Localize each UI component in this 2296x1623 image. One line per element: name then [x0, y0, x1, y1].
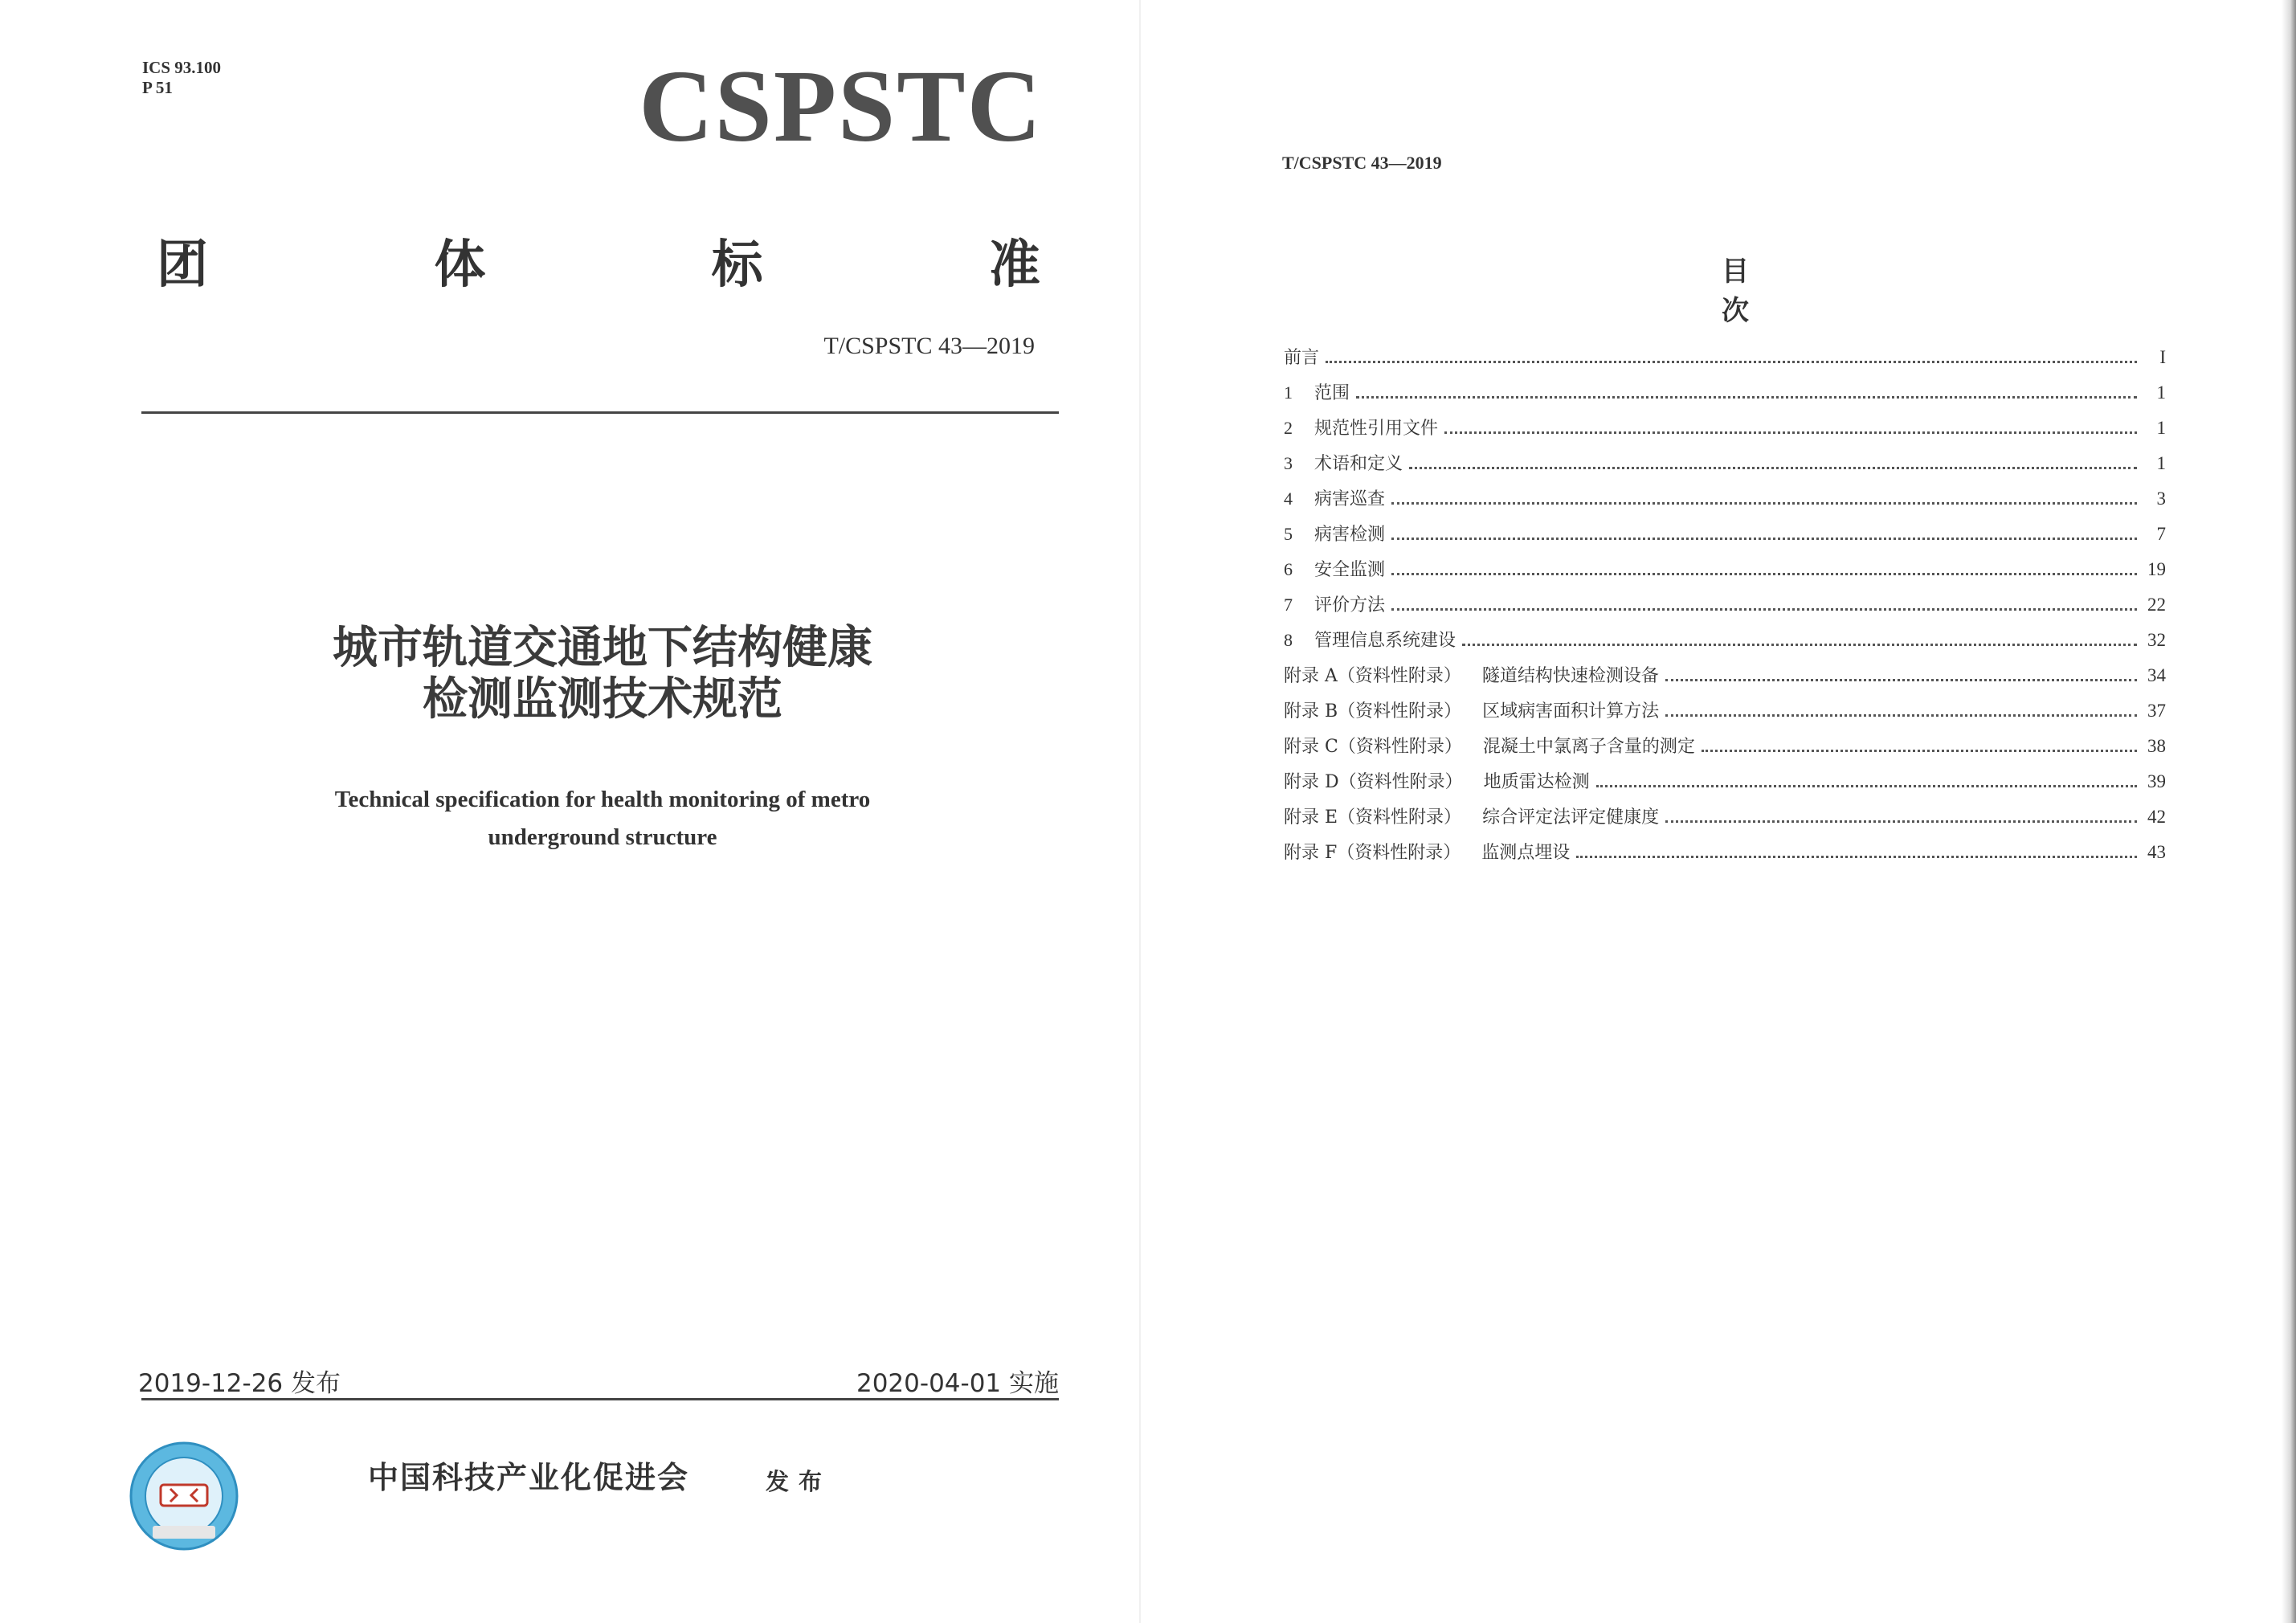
toc-entry-label: 评价方法 — [1314, 595, 1386, 615]
cover-page — [0, 0, 1141, 1623]
toc-entry-page: 1 — [2156, 418, 2166, 438]
leader-dots — [1665, 820, 2137, 823]
toc-entry[interactable] — [1284, 803, 2166, 839]
toc-entry-number: 8 — [1284, 630, 1293, 650]
toc-entry-page: 39 — [2147, 771, 2166, 791]
table-of-contents — [1284, 344, 2166, 874]
leader-dots — [1462, 644, 2137, 646]
leader-dots — [1702, 750, 2137, 752]
leader-dots — [1576, 856, 2137, 858]
toc-entry-page: 43 — [2147, 842, 2166, 862]
toc-entry-page: 42 — [2147, 807, 2166, 827]
leader-dots — [1391, 538, 2137, 540]
toc-entry[interactable] — [1284, 344, 2166, 379]
english-title — [241, 781, 964, 856]
toc-entry-label: 规范性引用文件 — [1314, 419, 1439, 439]
leader-dots — [1665, 714, 2137, 717]
leader-dots — [1665, 679, 2137, 681]
toc-entry-number: 2 — [1284, 418, 1293, 438]
leader-dots — [1409, 467, 2137, 469]
toc-appendix-tag: 附录 A（资料性附录） — [1284, 666, 1461, 686]
toc-entry[interactable] — [1284, 627, 2166, 662]
leader-dots — [1326, 361, 2137, 363]
toc-entry-number: 4 — [1284, 489, 1293, 509]
toc-entry-page: 1 — [2156, 453, 2166, 473]
publish-verb: 发布 — [766, 1468, 832, 1495]
english-title-line: Technical specification for health monitoring of metro — [334, 787, 871, 812]
toc-entry-label: 前言 — [1284, 348, 1320, 368]
toc-entry-number: 1 — [1284, 382, 1293, 403]
toc-entry[interactable] — [1284, 839, 2166, 874]
toc-appendix-tag: 附录 D（资料性附录） — [1284, 772, 1463, 792]
bottom-divider — [141, 1398, 1059, 1400]
standard-type-char: 团 — [157, 235, 208, 295]
toc-appendix-tag: 附录 B（资料性附录） — [1284, 701, 1462, 722]
toc-title: 目次 — [1722, 256, 1810, 327]
toc-entry-label: 区域病害面积计算方法 — [1482, 701, 1660, 722]
toc-entry-label: 地质雷达检测 — [1483, 772, 1590, 792]
toc-entry-label: 隧道结构快速检测设备 — [1481, 666, 1659, 686]
leader-dots — [1356, 396, 2137, 399]
toc-entry-label: 综合评定法评定健康度 — [1482, 807, 1660, 828]
toc-entry-page: 32 — [2147, 630, 2166, 650]
toc-entry-number: 5 — [1284, 524, 1293, 544]
scan-edge-shadow — [2282, 0, 2296, 1623]
toc-entry[interactable] — [1284, 415, 2166, 450]
top-divider — [141, 411, 1059, 414]
toc-entry-label: 安全监测 — [1314, 560, 1386, 580]
toc-entry[interactable] — [1284, 697, 2166, 733]
classification-block — [142, 58, 221, 98]
toc-entry[interactable] — [1284, 521, 2166, 556]
toc-entry-number: 6 — [1284, 559, 1293, 579]
toc-entry-label: 病害检测 — [1314, 525, 1386, 545]
toc-entry-label: 术语和定义 — [1314, 454, 1403, 474]
leader-dots — [1444, 431, 2137, 434]
standard-type-char: 准 — [988, 235, 1040, 295]
toc-entry-number: 3 — [1284, 453, 1293, 473]
chinese-title-line: 城市轨道交通地下结构健康 — [333, 622, 872, 674]
leader-dots — [1391, 573, 2137, 575]
toc-appendix-tag: 附录 C（资料性附录） — [1284, 737, 1462, 757]
effective-date: 2020-04-01 实施 — [856, 1369, 1059, 1398]
toc-header-code: T/CSPSTC 43—2019 — [1282, 153, 1442, 173]
toc-appendix-tag: 附录 F（资料性附录） — [1284, 843, 1461, 863]
anti-counterfeit-seal-icon — [129, 1441, 239, 1551]
publisher-name: 中国科技产业化促进会 — [368, 1460, 690, 1495]
chinese-title-line: 检测监测技术规范 — [423, 673, 782, 726]
toc-entry-page: I — [2159, 347, 2166, 367]
publish-date: 2019-12-26 发布 — [138, 1369, 341, 1398]
toc-entry-page: 34 — [2147, 665, 2166, 685]
standard-type-char: 体 — [434, 235, 486, 295]
leader-dots — [1596, 785, 2137, 787]
standard-type-char: 标 — [711, 235, 763, 295]
toc-entry-label: 混凝土中氯离子含量的测定 — [1482, 737, 1695, 757]
document-code: T/CSPSTC 43—2019 — [823, 333, 1035, 359]
toc-entry[interactable] — [1284, 556, 2166, 591]
toc-entry-label: 范围 — [1314, 383, 1350, 403]
toc-entry-page: 19 — [2147, 559, 2166, 579]
toc-entry[interactable] — [1284, 379, 2166, 415]
toc-entry-page: 3 — [2156, 489, 2166, 509]
brand-logo-text: CSPSTC — [639, 49, 1043, 163]
toc-entry[interactable] — [1284, 662, 2166, 697]
chinese-title — [201, 623, 1004, 726]
toc-appendix-tag: 附录 E（资料性附录） — [1284, 807, 1462, 828]
leader-dots — [1391, 608, 2137, 611]
toc-entry-page: 38 — [2147, 736, 2166, 756]
class-code: P 51 — [142, 78, 173, 97]
toc-entry[interactable] — [1284, 450, 2166, 485]
leader-dots — [1391, 502, 2137, 505]
toc-entry[interactable] — [1284, 768, 2166, 803]
toc-entry-page: 37 — [2147, 701, 2166, 721]
toc-entry[interactable] — [1284, 591, 2166, 627]
standard-type-heading — [157, 223, 1040, 297]
ics-code: ICS 93.100 — [142, 58, 222, 77]
toc-entry[interactable] — [1284, 733, 2166, 768]
toc-entry-number: 7 — [1284, 595, 1293, 615]
toc-entry-label: 管理信息系统建设 — [1314, 631, 1456, 651]
toc-entry[interactable] — [1284, 485, 2166, 521]
toc-entry-page: 22 — [2147, 595, 2166, 615]
toc-entry-page: 7 — [2156, 524, 2166, 544]
english-title-line: underground structure — [488, 824, 717, 850]
toc-entry-page: 1 — [2156, 382, 2166, 403]
toc-entry-label: 监测点埋设 — [1481, 843, 1571, 863]
toc-entry-label: 病害巡查 — [1314, 489, 1386, 509]
